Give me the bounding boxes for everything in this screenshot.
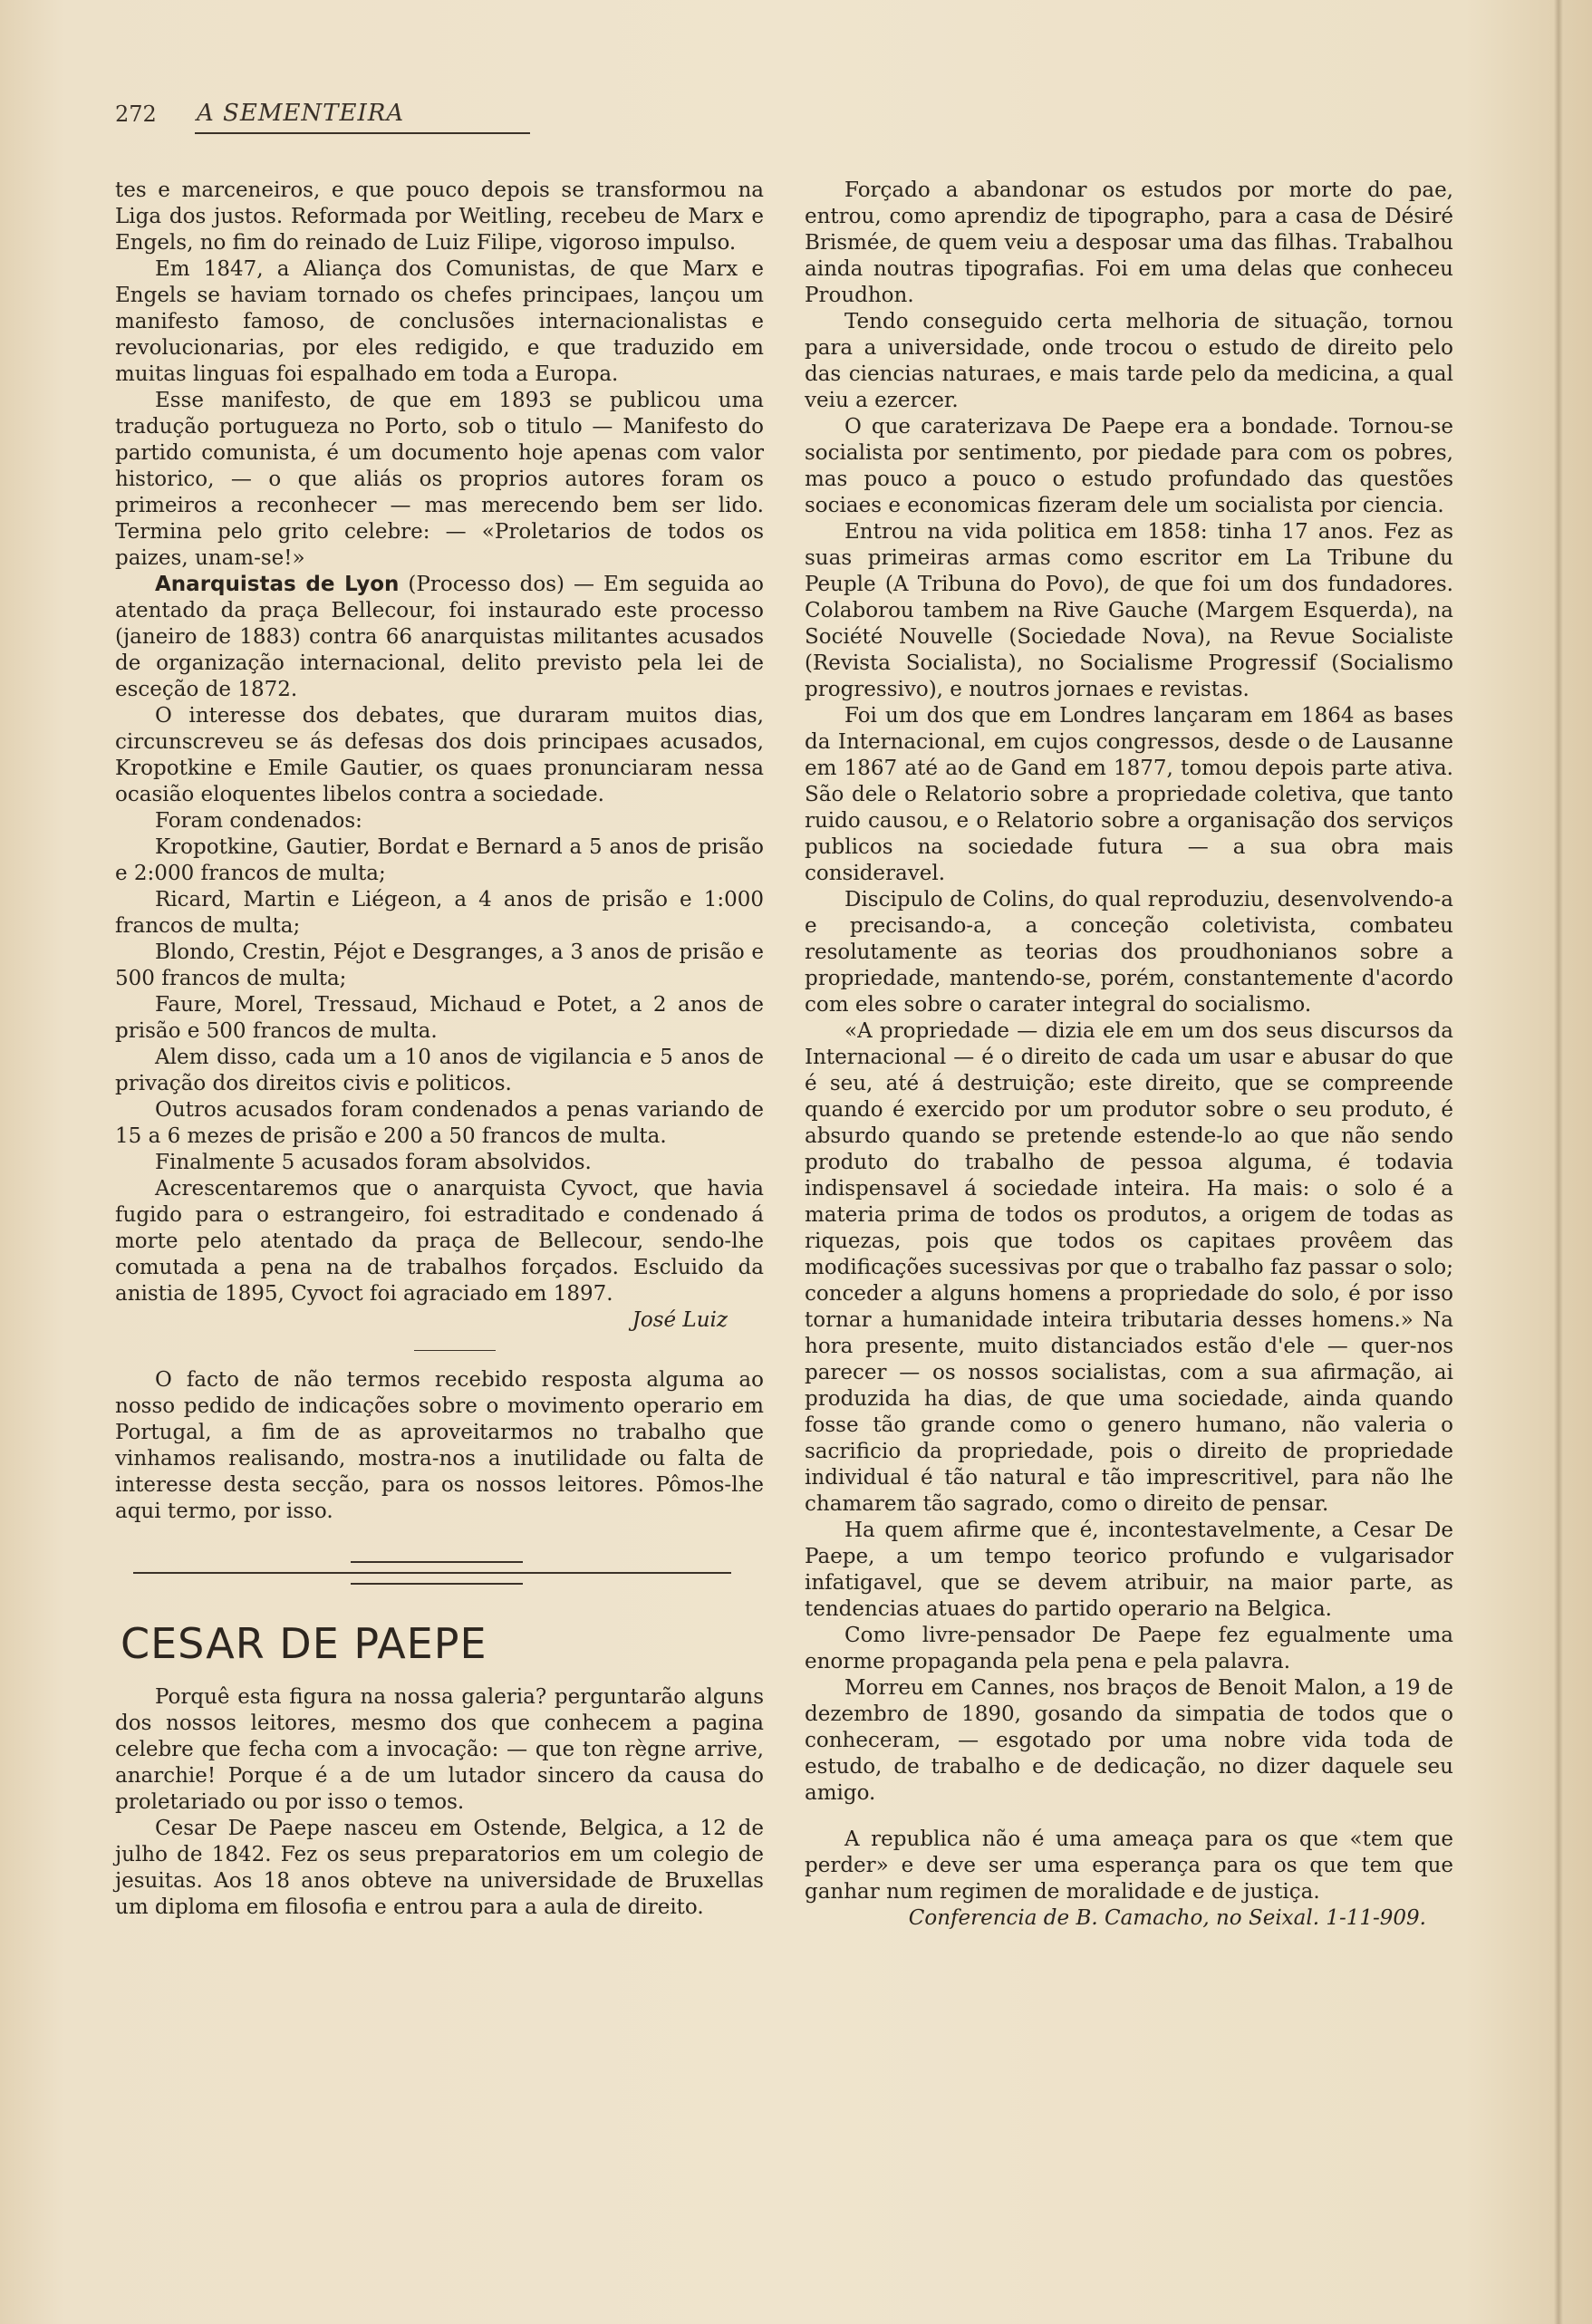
paragraph: Como livre-pensador De Paepe fez egualmente uma enorme propaganda pela pena e pela palavra. bbox=[805, 1624, 1453, 1673]
quote-credit: Conferencia de B. Camacho, no Seixal. 1-11-909. bbox=[908, 1906, 1426, 1930]
paragraph: Cesar De Paepe nasceu em Ostende, Belgica, a 12 de julho de 1842. Fez os seus preparatorios em um colegio de jesuitas. Aos 18 anos obteve na universidade de Bruxellas um diploma em filosofia e entrou para a aula de direito. bbox=[115, 1817, 764, 1919]
paragraph: Foram condenados: bbox=[155, 809, 362, 833]
header-rule bbox=[195, 132, 530, 134]
paragraph: Forçado a abandonar os estudos por morte do pae, entrou, como aprendiz de tipographo, para a casa de Désiré Brismée, de quem veiu a desposar uma das filhas. Trabalhou ainda noutras tipografias. Foi em uma delas que conheceu Proudhon. bbox=[805, 178, 1453, 307]
paragraph: Acrescentaremos que o anarquista Cyvoct, que havia fugido para o estrangeiro, foi estraditado e condenado á morte pelo atentado da praça de Bellecour, sendo-lhe comutada a pena na de trabalhos forçados. Escluido da anistia de 1895, Cyvoct foi agraciado em 1897. bbox=[115, 1177, 764, 1306]
paragraph: Esse manifesto, de que em 1893 se publicou uma tradução portugueza no Porto, sob o titulo — Manifesto do partido comunista, é um documento hoje apenas com valor historico, — o que aliás os proprios autores foram os primeiros a reconhecer — mas merecendo bem ser lido. Termina pelo grito celebre: — «Proletarios de todos os paizes, unam-se!» bbox=[115, 389, 764, 570]
paragraph: O interesse dos debates, que duraram muitos dias, circunscreveu se ás defesas dos dois principaes acusados, Kropotkine e Emile Gautier, os quaes pronunciaram nessa ocasião eloquentes libelos contra a sociedade. bbox=[115, 704, 764, 806]
page-header bbox=[115, 100, 423, 136]
article-title: CESAR DE PAEPE bbox=[121, 1619, 487, 1668]
quote-text: A republica não é uma ameaça para os que «tem que perder» e deve ser uma esperança para os que tem que ganhar num regimen de moralidade e de justiça. bbox=[805, 1827, 1453, 1904]
sentence-item: Faure, Morel, Tressaud, Michaud e Potet, a 2 anos de prisão e 500 francos de multa. bbox=[115, 993, 764, 1043]
author-signature: José Luiz bbox=[632, 1308, 728, 1332]
right-column bbox=[805, 178, 1453, 1932]
paragraph: Ha quem afirme que é, incontestavelmente, a Cesar De Paepe, a um tempo teorico profundo e vulgarisador infatigavel, que se devem atribuir, na maior parte, as tendencias atuaes do partido operario na Belgica. bbox=[805, 1519, 1453, 1621]
closing-quote bbox=[805, 1827, 1453, 1932]
entry-title: Anarquistas de Lyon bbox=[155, 573, 400, 596]
left-column bbox=[115, 178, 764, 1921]
paragraph: Tendo conseguido certa melhoria de situação, tornou para a universidade, onde trocou o estudo de direito pelo das ciencias naturaes, e mais tarde pelo da medicina, a qual veiu a ezercer. bbox=[805, 310, 1453, 412]
short-separator bbox=[414, 1350, 496, 1351]
paragraph: O que caraterizava De Paepe era a bondade. Tornou-se socialista por sentimento, por piedade para com os pobres, mas pouco a pouco o estudo profundado das questões sociaes e economicas fizeram dele um socialista por ciencia. bbox=[805, 415, 1453, 517]
editorial-note: O facto de não termos recebido resposta alguma ao nosso pedido de indicações sobre o movimento operario em Portugal, a fim de as aproveitarmos no trabalho que vinhamos realisando, mostra-nos a inutilidade ou falta de interesse desta secção, para os nossos leitores. Pômos-lhe aqui termo, por isso. bbox=[115, 1368, 764, 1523]
paragraph: Morreu em Cannes, nos braços de Benoit Malon, a 19 de dezembro de 1890, gosando da simpatia de todos que o conheceram, — esgotado por uma nobre vida toda de estudo, de trabalho e de dedicação, no dizer daquele seu amigo. bbox=[805, 1676, 1453, 1805]
page-fold-shadow bbox=[1554, 0, 1563, 2324]
sentence-item: Ricard, Martin e Liégeon, a 4 anos de prisão e 1:000 francos de multa; bbox=[115, 888, 764, 938]
sentence-item: Blondo, Crestin, Péjot e Desgranges, a 3 anos de prisão e 500 francos de multa; bbox=[115, 940, 764, 990]
paragraph: Outros acusados foram condenados a penas variando de 15 a 6 mezes de prisão e 200 a 50 francos de multa. bbox=[115, 1098, 764, 1148]
paragraph: Discipulo de Colins, do qual reproduziu, desenvolvendo-a e precisando-a, a conceção coletivista, combateu resolutamente as teorias dos proudhonianos sobre a propriedade, mantendo-se, porém, constantemente d'acordo com eles sobre o carater integral do socialismo. bbox=[805, 888, 1453, 1017]
page-number: 272 bbox=[115, 101, 157, 127]
paragraph: tes e marceneiros, e que pouco depois se transformou na Liga dos justos. Reformada por Weitling, recebeu de Marx e Engels, no fim do reinado de Luiz Filipe, vigoroso impulso. bbox=[115, 178, 764, 255]
paragraph: Finalmente 5 acusados foram absolvidos. bbox=[155, 1151, 592, 1174]
paragraph: Foi um dos que em Londres lançaram em 1864 as bases da Internacional, em cujos congressos, desde o de Lausanne em 1867 até ao de Gand em 1877, tomou depois parte ativa. São dele o Relatorio sobre a propriedade coletiva, que tanto ruido causou, e o Relatorio sobre a organisação dos serviços publicos na sociedade futura — a sua obra mais consideravel. bbox=[805, 704, 1453, 885]
paragraph: Alem disso, cada um a 10 anos de vigilancia e 5 anos de privação dos direitos civis e politicos. bbox=[115, 1046, 764, 1095]
sentence-item: Kropotkine, Gautier, Bordat e Bernard a 5 anos de prisão e 2:000 francos de multa; bbox=[115, 835, 764, 885]
entry-anarquistas-de-lyon bbox=[115, 572, 764, 703]
paragraph: Porquê esta figura na nossa galeria? perguntarão alguns dos nossos leitores, mesmo dos que conhecem a pagina celebre que fecha com a invocação: — que ton règne arrive, anarchie! Porque é a de um lutador sincero da causa do proletariado ou por isso o temos. bbox=[115, 1685, 764, 1814]
paragraph: Em 1847, a Aliança dos Comunistas, de que Marx e Engels se haviam tornado os chefes principaes, lançou um manifesto famoso, de conclusões internacionalistas e revolucionarias, por eles redigido, e que traduzido em muitas linguas foi espalhado em toda a Europa. bbox=[115, 257, 764, 386]
paragraph: «A propriedade — dizia ele em um dos seus discursos da Internacional — é o direito de cada um usar e abusar do que é seu, até á destruição; este direito, que se compreende quando é exercido por um produtor sobre o seu produto, é absurdo quando se pretende estende-lo ao que não sendo produto do trabalho de pessoa alguma, é todavia indispensavel á sociedade inteira. Ha mais: o solo é a materia prima de todos os produtos, a origem de todas as riquezas, pois que todos os capitaes provêem das modificações sucessivas por que o trabalho faz passar o solo; conceder a alguns homens a propriedade do solo, é por isso tornar a humanidade inteira tributaria desses homens.» Na hora presente, muito distanciados estão d'ele — quer-nos parecer — os nossos socialistas, com a sua afirmação, ai produzida ha dias, de que uma sociedade, ainda quando fosse tão grande como o genero humano, não valeria o sacrificio da propriedade, pois o direito de propriedade individual é tão natural e tão imprescritivel, para não lhe chamarem tão sagrado, como o direito de pensar. bbox=[805, 1019, 1453, 1516]
entry-text: (Processo dos) — Em seguida ao atentado da praça Bellecour, foi instaurado este processo (janeiro de 1883) contra 66 anarquistas militantes acusados de organização internacional, delito previsto pela lei de esceção de 1872. bbox=[115, 573, 764, 701]
section-divider bbox=[115, 1556, 764, 1583]
paragraph: Entrou na vida politica em 1858: tinha 17 anos. Fez as suas primeiras armas como escritor em La Tribune du Peuple (A Tribuna do Povo), de que foi um dos fundadores. Colaborou tambem na Rive Gauche (Margem Esquerda), na Société Nouvelle (Sociedade Nova), na Revue Socialiste (Revista Socialista), no Socialisme Progressif (Socialismo progressivo), e noutros jornaes e revistas. bbox=[805, 520, 1453, 701]
running-title: A SEMENTEIRA bbox=[197, 100, 405, 127]
